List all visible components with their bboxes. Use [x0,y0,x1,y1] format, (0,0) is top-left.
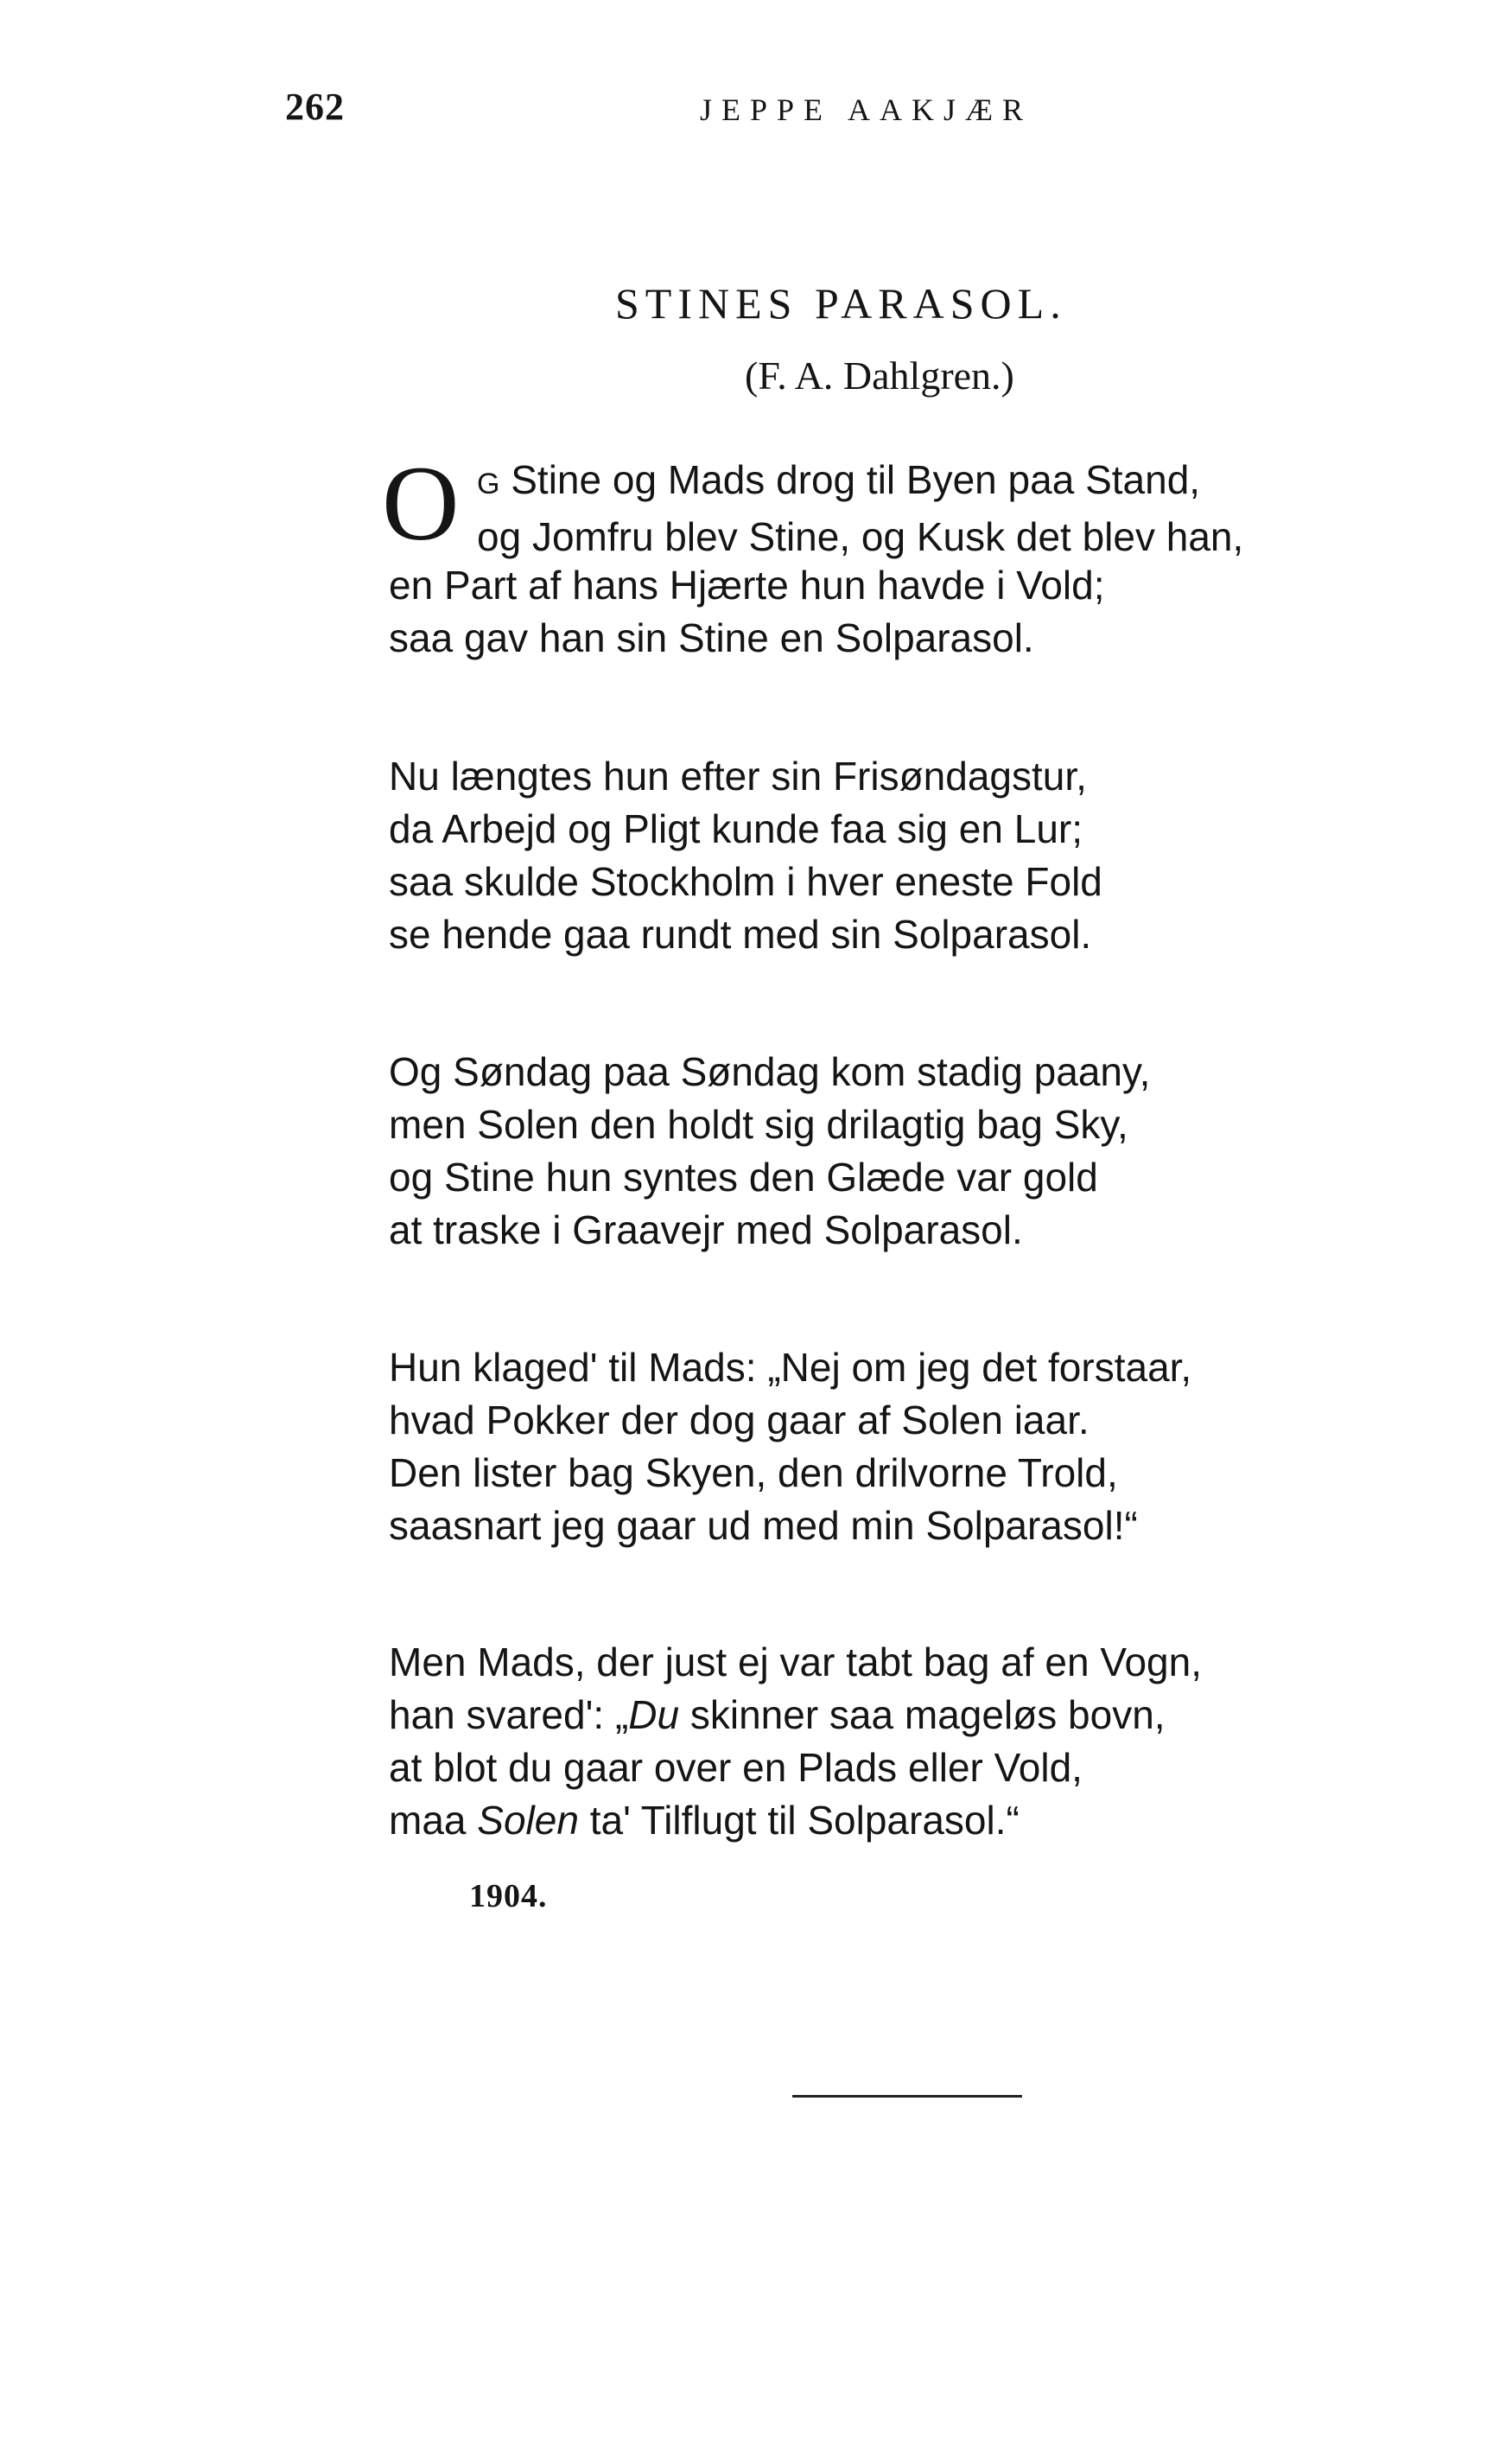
poem-title: STINES PARASOL. [615,279,1067,328]
italic-word: Du [628,1692,680,1737]
poem-line: se hende gaa rundt med sin Solparasol. [389,912,1092,957]
poem-line: Og Søndag paa Søndag kom stadig paany, [389,1049,1151,1094]
stanza-5 [389,1636,1469,1847]
poem-line: saa skulde Stockholm i hver eneste Fold [389,859,1102,904]
italic-word: Solen [477,1798,579,1843]
small-cap-letter: G [477,468,500,500]
poem-author: (F. A. Dahlgren.) [745,353,1014,398]
poem-line: saasnart jeg gaar ud med min Solparasol!“ [389,1503,1138,1548]
poem-line [389,1689,1469,1741]
drop-cap: O [382,444,460,563]
poem-line: og Stine hun syntes den Glæde var gold [389,1155,1098,1200]
poem-line: Nu længtes hun efter sin Frisøndagstur, [389,754,1087,799]
poem-year: 1904. [469,1878,548,1914]
poem-line: en Part af hans Hjærte hun havde i Vold; [389,563,1105,608]
running-head: JEPPE AAKJÆR [700,92,1033,127]
stanza-3 [389,1046,1469,1257]
poem-line: at traske i Graavejr med Solparasol. [389,1207,1023,1252]
stanza-2 [389,750,1469,961]
line-text: maa [389,1798,478,1843]
poem-line: saa gav han sin Stine en Solparasol. [389,615,1034,660]
line-text: skinner saa mageløs bovn, [679,1692,1166,1737]
stanza-1 [382,444,1469,665]
poem-line: Den lister bag Skyen, den drilvorne Trold, [389,1450,1118,1495]
line-text: ta' Tilflugt til Solparasol.“ [578,1798,1020,1843]
drop-cap-lines [477,454,1243,563]
poem-line: da Arbejd og Pligt kunde faa sig en Lur; [389,806,1083,851]
line-text: han svared': „ [389,1692,629,1737]
poem-line: og Jomfru blev Stine, og Kusk det blev han, [477,514,1244,559]
drop-cap-block [382,444,1469,563]
first-line-text: Stine og Mads drog til Byen paa Stand, [499,457,1201,502]
poem-line: hvad Pokker der dog gaar af Solen iaar. [389,1398,1090,1442]
page-number: 262 [285,86,345,128]
poem-line: men Solen den holdt sig drilagtig bag Sky, [389,1102,1128,1147]
poem-line: at blot du gaar over en Plads eller Vold, [389,1745,1083,1790]
poem-line [389,1794,1469,1847]
poem-line: Men Mads, der just ej var tabt bag af en Vogn, [389,1640,1203,1684]
horizontal-rule [792,2095,1022,2098]
poem-line [477,454,1243,511]
poem-line: Hun klaged' til Mads: „Nej om jeg det forstaar, [389,1345,1192,1390]
stanza-4 [389,1341,1469,1552]
